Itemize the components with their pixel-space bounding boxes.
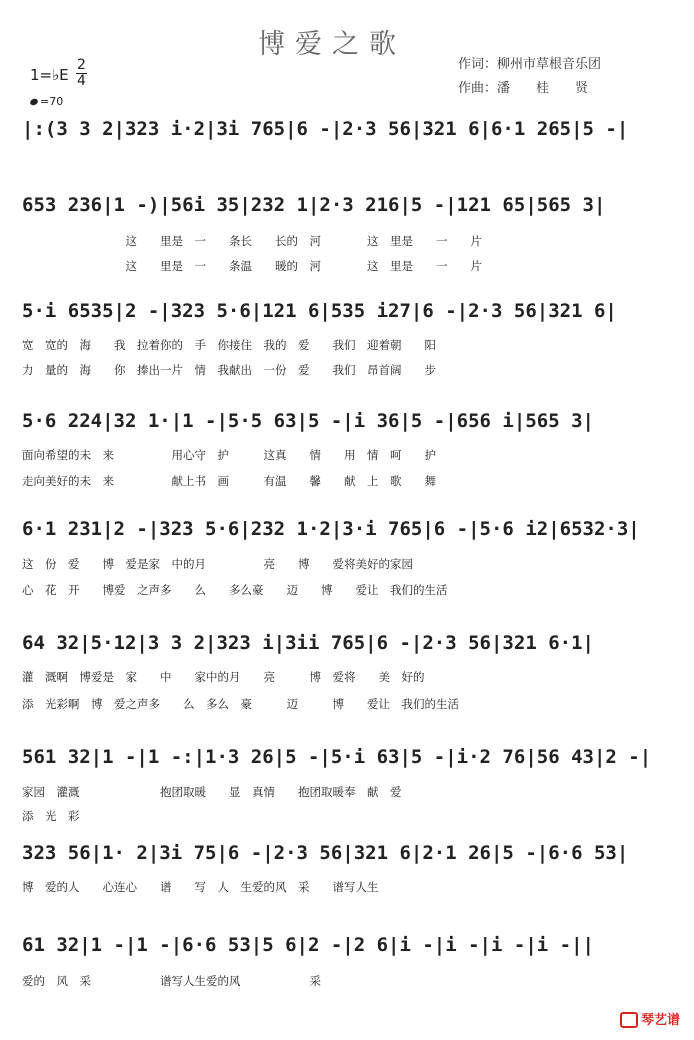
notation-line: 5·6 224|32 1·|1 -|5·5 63|5 -|i 36|5 -|656 i|565 3| [22, 410, 594, 432]
score-system-6 [22, 626, 668, 710]
lyricist-credit: 作词：柳州市草根音乐团 [458, 57, 602, 72]
lyric-verse-1: 这 份 爱 博 爱是家 中的月 亮 博 爱将美好的家园 [22, 557, 413, 571]
tempo-value: =70 [40, 95, 64, 108]
lyric-verse-1: 爱的 风 采 谱写人生爱的风 采 [22, 974, 321, 988]
time-numerator: 2 [77, 57, 86, 73]
lyric-verse-1: 这 里是 一 条长 长的 河 这 里是 一 片 [22, 234, 482, 248]
lyric-verse-1: 博 爱的人 心连心 谱 写 人 生爱的风 采 谱写人生 [22, 880, 379, 894]
score-system-4 [22, 404, 668, 488]
lyric-verse-2: 心 花 开 博爱 之声多 么 多么豪 迈 博 爱让 我们的生活 [22, 583, 448, 597]
notation-line: 5·i 6535|2 -|323 5·6|121 6|535 i27|6 -|2·3 56|321 6| [22, 300, 617, 322]
tempo-marking [30, 95, 63, 108]
logo-icon [620, 1012, 638, 1028]
score-system-3 [22, 294, 668, 378]
lyric-verse-2: 力 量的 海 你 捧出一片 情 我献出 一份 爱 我们 昂首阔 步 [22, 363, 436, 377]
notation-line: 61 32|1 -|1 -|6·6 53|5 6|2 -|2 6|i -|i -|i -|i -|| [22, 934, 594, 956]
quarter-note-icon [29, 98, 39, 107]
notation-line: 64 32|5·12|3 3 2|323 i|3ii 765|6 -|2·3 56|321 6·1| [22, 632, 594, 654]
notation-line: 6·1 231|2 -|323 5·6|232 1·2|3·i 765|6 -|5·6 i2|6532·3| [22, 518, 640, 540]
notation-line: 561 32|1 -|1 -:|1·3 26|5 -|5·i 63|5 -|i·2 76|56 43|2 -| [22, 746, 652, 768]
score-system-7 [22, 740, 668, 824]
score-system-9 [22, 928, 668, 992]
composer-credit: 作曲：潘 桂 贤 [458, 81, 589, 96]
time-signature [76, 58, 87, 89]
notation-line: 323 56|1· 2|3i 75|6 -|2·3 56|321 6|2·1 26|5 -|6·6 53| [22, 842, 629, 864]
notation-line: |:(3 3 2|323 i·2|3i 765|6 -|2·3 56|321 6|6·1 265|5 -| [22, 118, 629, 140]
notation-line: 653 236|1 -)|56i 35|232 1|2·3 216|5 -|121 65|565 3| [22, 194, 606, 216]
key-signature: 1=♭E [30, 66, 69, 84]
score-system-5 [22, 512, 668, 596]
lyric-verse-2: 添 光彩啊 博 爱之声多 么 多么 豪 迈 博 爱让 我们的生活 [22, 697, 459, 711]
score-system-2 [22, 188, 668, 272]
lyric-verse-1: 家园 灌溉 抱团取暖 显 真情 抱团取暖奉 献 爱 [22, 785, 402, 799]
lyric-verse-1: 灌 溉啊 博爱是 家 中 家中的月 亮 博 爱将 美 好的 [22, 670, 425, 684]
lyric-verse-1: 宽 宽的 海 我 拉着你的 手 你接住 我的 爱 我们 迎着朝 阳 [22, 338, 436, 352]
song-title: 博爱之歌 [258, 29, 406, 60]
site-watermark [620, 1009, 680, 1029]
lyric-verse-2: 添 光 彩 [22, 809, 80, 823]
score-system-1 [22, 112, 668, 152]
lyric-verse-2: 这 里是 一 条温 暖的 河 这 里是 一 片 [22, 259, 482, 273]
watermark-text: 琴艺谱 [640, 1012, 680, 1028]
score-system-8 [22, 836, 668, 896]
lyric-verse-2: 走向美好的未 来 献上书 画 有温 馨 献 上 歌 舞 [22, 474, 436, 488]
lyric-verse-1: 面向希望的未 来 用心守 护 这真 情 用 情 呵 护 [22, 448, 436, 462]
time-denominator: 4 [77, 73, 86, 89]
